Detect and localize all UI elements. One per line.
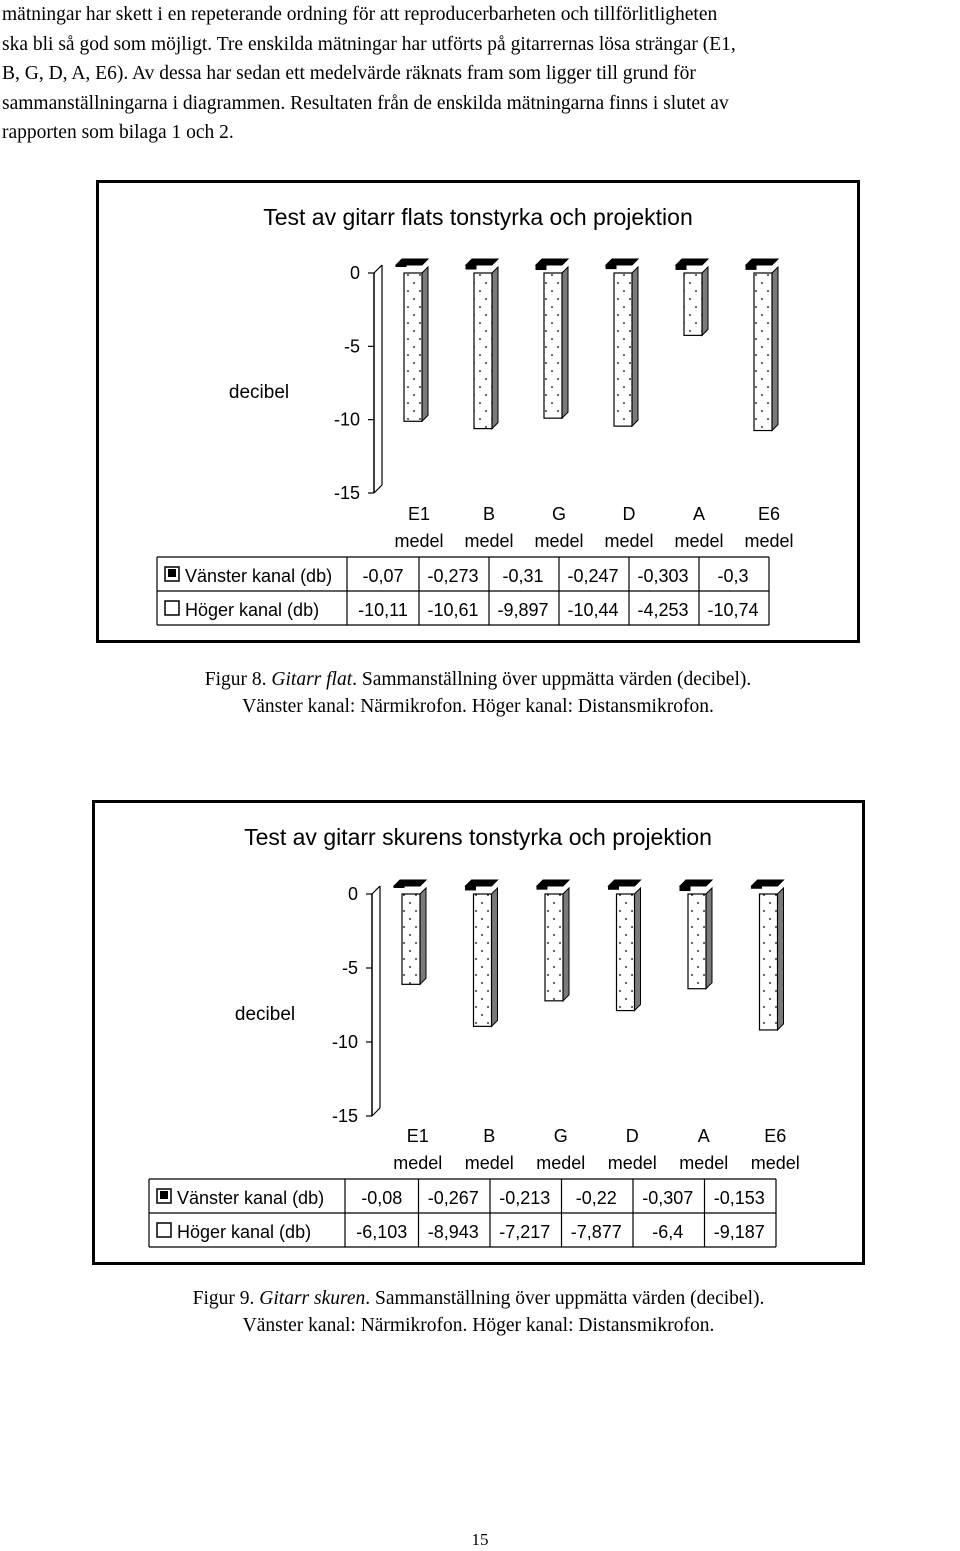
data-label: -10,61: [427, 600, 479, 620]
intro-line: B, G, D, A, E6). Av dessa har sedan ett medelvärde räknats fram som ligger till grund för: [2, 63, 696, 85]
y-tick-label: 0: [347, 884, 358, 904]
chart-figure-8: [99, 183, 857, 640]
data-label: -0,303: [637, 566, 689, 586]
y-tick-label: 0: [349, 263, 360, 283]
data-label: -0,07: [362, 566, 404, 586]
data-label: -7,877: [570, 1222, 622, 1242]
legend-key-right-channel: [165, 601, 179, 615]
axis-depth-top: [374, 265, 382, 273]
y-tick-label: -15: [331, 1106, 358, 1126]
y-tick-label: -5: [341, 958, 358, 978]
category-label: D: [625, 1126, 639, 1146]
category-label: A: [692, 504, 706, 524]
bar-left-channel: [466, 265, 476, 269]
category-sublabel: medel: [464, 531, 514, 551]
data-label: -0,3: [717, 566, 749, 586]
bar-right-channel-side: [706, 888, 712, 989]
data-label: -0,273: [427, 566, 479, 586]
category-label: B: [482, 504, 496, 524]
bar-right-channel-side: [492, 888, 498, 1026]
bar-right-channel-side: [632, 267, 638, 426]
data-label: -0,213: [499, 1188, 551, 1208]
bar-left-channel: [676, 265, 686, 269]
y-axis-label: decibel: [228, 382, 290, 403]
bar-left-channel: [466, 886, 476, 890]
bar-top-cap: [609, 880, 641, 886]
data-label: -0,247: [567, 566, 619, 586]
category-label: E1: [406, 1126, 429, 1146]
legend-label: Höger kanal (db): [177, 1222, 312, 1242]
bar-top-cap: [676, 259, 708, 265]
data-label: -6,103: [356, 1222, 408, 1242]
chart-title: Test av gitarr skurens tonstyrka och projektion: [244, 824, 712, 850]
bar-right-channel: [402, 894, 420, 984]
bar-top-cap: [752, 880, 784, 886]
caption-italic: Gitarr skuren: [259, 1288, 366, 1309]
bar-top-cap: [394, 880, 426, 886]
category-sublabel: medel: [464, 1153, 514, 1173]
chart-frame-figure-9: [92, 800, 865, 1265]
caption-rest: . Sammanställning över uppmätta värden (decibel).: [352, 669, 752, 690]
data-label: -10,74: [707, 600, 759, 620]
bar-right-channel: [617, 894, 635, 1011]
caption-label: Figur 8.: [204, 669, 267, 690]
bar-right-channel: [404, 273, 422, 421]
caption-line-2: Vänster kanal: Närmikrofon. Höger kanal: Distansmikrofon.: [242, 696, 714, 717]
legend-label: Höger kanal (db): [185, 600, 320, 620]
data-label: -0,08: [361, 1188, 403, 1208]
bar-top-cap: [680, 880, 712, 886]
y-tick-label: -5: [343, 336, 360, 357]
bar-right-channel: [684, 273, 702, 335]
category-sublabel: medel: [534, 531, 584, 551]
y-tick-label: -10: [331, 1032, 358, 1052]
bar-top-cap: [746, 259, 778, 265]
category-label: G: [553, 1126, 568, 1146]
bar-left-channel: [746, 265, 756, 269]
category-label: E6: [757, 504, 781, 524]
axis-depth-bottom: [372, 1108, 380, 1116]
y-tick-label: -15: [333, 483, 360, 503]
bar-top-cap: [606, 259, 638, 265]
bar-left-channel: [680, 886, 690, 891]
bar-right-channel: [474, 894, 492, 1026]
axis-depth-top: [372, 886, 380, 894]
chart-title: Test av gitarr flats tonstyrka och projektion: [263, 204, 693, 230]
caption-italic: Gitarr flat: [271, 669, 353, 690]
y-axis-label: decibel: [234, 1004, 296, 1025]
data-label: -9,187: [713, 1222, 765, 1242]
intro-line: rapporten som bilaga 1 och 2.: [2, 122, 234, 144]
axis-depth-bottom: [374, 485, 382, 493]
bar-right-channel: [614, 273, 632, 426]
legend-key-left-channel-fill: [160, 1191, 168, 1199]
bar-top-cap: [396, 259, 428, 265]
category-label: D: [622, 504, 636, 524]
intro-line: ska bli så god som möjligt. Tre enskilda mätningar har utförts på gitarrernas lösa strängar (E1,: [2, 33, 736, 55]
bar-top-cap: [537, 880, 569, 886]
bar-top-cap: [466, 880, 498, 886]
chart-frame-figure-8: [96, 180, 860, 643]
category-sublabel: medel: [394, 531, 444, 551]
category-sublabel: medel: [750, 1153, 800, 1173]
category-label: E6: [764, 1126, 787, 1146]
bar-right-channel-side: [635, 888, 641, 1011]
caption-figure-9: [92, 1285, 865, 1339]
chart-figure-9: [95, 803, 862, 1262]
caption-figure-8: [96, 666, 860, 720]
data-label: -10,11: [358, 600, 408, 620]
data-label: -9,897: [497, 600, 549, 620]
category-sublabel: medel: [604, 531, 654, 551]
data-label: -8,943: [427, 1222, 479, 1242]
bar-right-channel-side: [420, 888, 426, 984]
legend-label: Vänster kanal (db): [177, 1188, 325, 1208]
bar-right-channel-side: [562, 267, 568, 418]
category-sublabel: medel: [679, 1153, 729, 1173]
bar-right-channel: [760, 894, 778, 1030]
category-sublabel: medel: [393, 1153, 443, 1173]
bar-right-channel-side: [422, 267, 428, 421]
data-label: -6,4: [652, 1222, 684, 1242]
bar-right-channel: [754, 273, 772, 431]
bar-right-channel-side: [778, 888, 784, 1030]
caption-line-2: Vänster kanal: Närmikrofon. Höger kanal: Distansmikrofon.: [242, 1315, 715, 1336]
bar-left-channel: [536, 265, 546, 270]
data-label: -0,31: [502, 566, 544, 586]
data-label: -0,22: [575, 1188, 617, 1208]
category-sublabel: medel: [744, 531, 794, 551]
bar-right-channel: [544, 273, 562, 418]
bar-left-channel: [606, 265, 616, 269]
category-label: G: [551, 504, 567, 524]
page-number: 15: [471, 1530, 489, 1549]
data-label: -0,267: [427, 1188, 479, 1208]
y-tick-label: -10: [333, 409, 360, 430]
legend-key-right-channel: [157, 1223, 171, 1237]
bar-right-channel-side: [702, 267, 708, 335]
bar-right-channel: [545, 894, 563, 1001]
bar-right-channel: [688, 894, 706, 989]
data-label: -10,44: [567, 600, 619, 620]
data-label: -0,153: [713, 1188, 765, 1208]
data-label: -0,307: [642, 1188, 694, 1208]
category-label: A: [697, 1126, 710, 1146]
bar-right-channel-side: [772, 267, 778, 431]
intro-paragraph: [2, 0, 958, 148]
category-sublabel: medel: [674, 531, 724, 551]
bar-right-channel-side: [563, 888, 569, 1001]
legend-key-left-channel-fill: [168, 569, 176, 577]
bar-right-channel: [474, 273, 492, 429]
category-label: E1: [407, 504, 431, 524]
bar-right-channel-side: [492, 267, 498, 429]
category-label: B: [483, 1126, 496, 1146]
category-sublabel: medel: [536, 1153, 586, 1173]
bar-top-cap: [536, 259, 568, 265]
caption-label: Figur 9.: [192, 1288, 255, 1309]
data-label: -4,253: [637, 600, 689, 620]
data-label: -7,217: [499, 1222, 551, 1242]
category-sublabel: medel: [607, 1153, 657, 1173]
bar-top-cap: [466, 259, 498, 265]
intro-line: mätningar har skett i en repeterande ordning för att reproducerbarheten och tillförlitligheten: [2, 4, 718, 25]
caption-rest: . Sammanställning över uppmätta värden (decibel).: [365, 1288, 765, 1309]
intro-line: sammanställningarna i diagrammen. Resultaten från de enskilda mätningarna finns i slutet av: [2, 92, 729, 114]
legend-label: Vänster kanal (db): [185, 566, 333, 586]
